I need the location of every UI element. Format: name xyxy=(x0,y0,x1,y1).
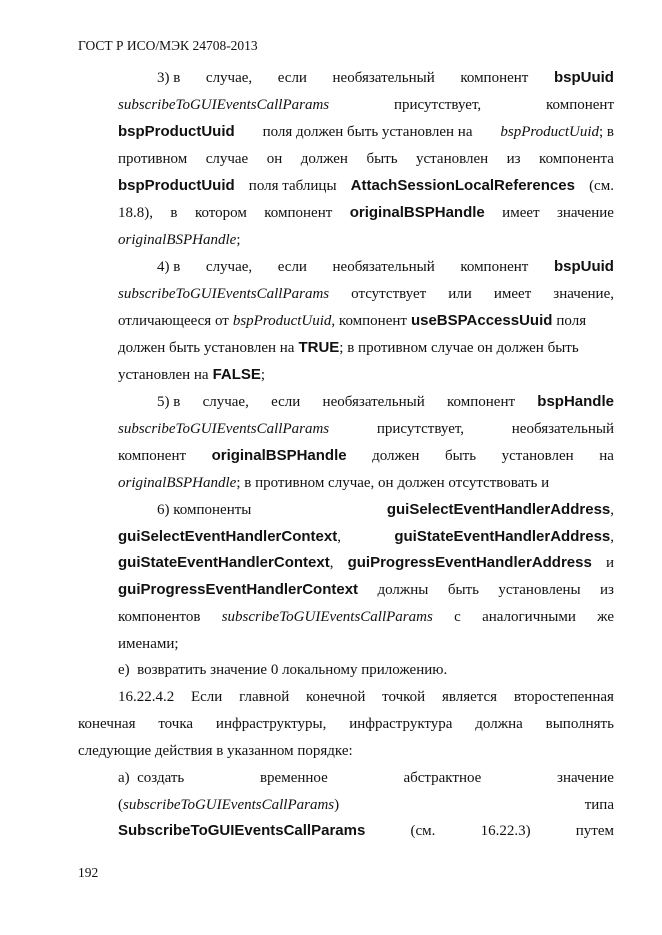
word: компонент xyxy=(264,205,333,221)
word: абстрактное xyxy=(403,770,482,786)
word: должен xyxy=(372,448,420,464)
word: он xyxy=(266,151,283,167)
page-number: 192 xyxy=(78,865,99,880)
word: типа xyxy=(584,797,614,813)
italic-term: originalBSPHandle xyxy=(118,232,237,248)
word: или xyxy=(448,286,472,302)
word: компонентов xyxy=(118,609,201,625)
text: ( xyxy=(118,797,123,813)
word: котором xyxy=(194,205,247,221)
text: и xyxy=(605,555,614,571)
component-name: bspProductUuid xyxy=(118,123,235,140)
word: инфраструктуры, xyxy=(215,716,327,732)
text-line xyxy=(118,337,614,359)
word: точка xyxy=(158,716,194,732)
component-name: guiProgressEventHandlerContext xyxy=(118,581,359,598)
italic-term: subscribeToGUIEventsCallParams xyxy=(118,97,330,113)
text-line xyxy=(118,686,614,708)
text-line xyxy=(118,94,614,116)
component-name: guiSelectEventHandlerContext xyxy=(118,528,338,545)
component-name: guiStateEventHandlerAddress xyxy=(394,528,611,545)
word: второстепенная xyxy=(513,689,614,705)
component-name: guiSelectEventHandlerAddress xyxy=(386,501,611,518)
word: 3) в xyxy=(157,70,181,86)
word: временное xyxy=(259,770,328,786)
word: имеет xyxy=(493,286,532,302)
word: 6) компоненты xyxy=(157,502,252,518)
text-line xyxy=(118,633,614,655)
word: значение xyxy=(556,205,614,221)
text: ) xyxy=(334,797,340,813)
word: компонент xyxy=(545,97,614,113)
component-name: originalBSPHandle xyxy=(211,447,347,464)
text-line xyxy=(118,552,614,574)
word: с xyxy=(454,609,461,625)
word: компонент xyxy=(460,259,529,275)
word: главной xyxy=(239,689,290,705)
text-line xyxy=(118,820,614,842)
text-line xyxy=(118,121,614,143)
italic-term: bspProductUuid xyxy=(232,313,332,329)
text: , компонент xyxy=(331,313,407,329)
word: 4) в xyxy=(157,259,181,275)
text-line xyxy=(118,445,614,467)
word: отсутствует xyxy=(351,286,427,302)
text-line xyxy=(118,175,614,197)
text-line xyxy=(118,606,614,628)
word: необязательный xyxy=(332,259,435,275)
text-line xyxy=(118,229,614,251)
text-line xyxy=(118,659,614,681)
text-line xyxy=(118,579,614,601)
word: необязательный xyxy=(332,70,435,86)
text-line xyxy=(118,526,614,548)
word: Если xyxy=(190,689,223,705)
word: путем xyxy=(575,823,614,839)
word: на xyxy=(599,448,614,464)
text: (см. xyxy=(589,178,614,194)
component-name: guiProgressEventHandlerAddress xyxy=(347,554,592,571)
word: конечная xyxy=(78,716,136,732)
word: значение xyxy=(557,770,614,786)
word: если xyxy=(277,259,307,275)
value-false: FALSE xyxy=(212,366,261,383)
word: должны xyxy=(377,582,429,598)
word: быть xyxy=(366,151,398,167)
text-line xyxy=(157,391,614,413)
text-line xyxy=(118,794,614,816)
text: следующие действия в указанном порядке: xyxy=(78,743,353,759)
word: присутствует, xyxy=(376,421,465,437)
word: необязательный xyxy=(511,421,614,437)
value-true: TRUE xyxy=(298,339,340,356)
text-line xyxy=(118,767,614,789)
word: же xyxy=(597,609,614,625)
italic-term: bspProductUuid xyxy=(500,124,599,140)
word: противном xyxy=(118,151,188,167)
word: компонент xyxy=(460,70,529,86)
word: должен xyxy=(300,151,348,167)
italic-term: subscribeToGUIEventsCallParams xyxy=(118,421,330,437)
component-name: bspHandle xyxy=(537,393,614,410)
word: установлен xyxy=(501,448,574,464)
text-line xyxy=(157,67,614,89)
word: компонента xyxy=(539,151,614,167)
word: случае, xyxy=(202,394,249,410)
text: ; в противном случае, он должен отсутствовать и xyxy=(236,475,550,491)
word: имеет xyxy=(502,205,540,221)
text: ; xyxy=(236,232,241,248)
section-reference: 16.22.3) xyxy=(480,823,531,839)
component-name: guiStateEventHandlerContext xyxy=(118,554,330,571)
type-name: SubscribeToGUIEventsCallParams xyxy=(118,822,366,839)
text: , xyxy=(337,529,341,545)
text: , xyxy=(329,555,334,571)
italic-term: subscribeToGUIEventsCallParams xyxy=(221,609,433,625)
word: из xyxy=(600,582,614,598)
text: ; xyxy=(260,367,266,383)
word: в xyxy=(170,205,178,221)
text-line xyxy=(118,202,614,224)
word: выполнять xyxy=(545,716,614,732)
text: поля должен быть установлен на xyxy=(262,124,473,140)
text-line xyxy=(118,472,614,494)
word: случае, xyxy=(205,259,253,275)
text: поля таблицы xyxy=(248,178,337,194)
component-name: bspProductUuid xyxy=(118,177,235,194)
text: , xyxy=(610,502,614,518)
word: компонент xyxy=(118,448,187,464)
word: инфраструктура xyxy=(349,716,453,732)
text-line xyxy=(118,418,614,440)
text: ; в xyxy=(598,124,614,140)
word: быть xyxy=(447,582,479,598)
italic-term: subscribeToGUIEventsCallParams xyxy=(118,286,330,302)
text-line xyxy=(157,499,614,521)
word: если xyxy=(271,394,301,410)
text-line xyxy=(78,713,614,735)
word: компонент xyxy=(447,394,516,410)
word: аналогичными xyxy=(482,609,576,625)
component-name: useBSPAccessUuid xyxy=(410,312,553,329)
text: должен быть установлен на xyxy=(118,340,295,356)
word: быть xyxy=(444,448,477,464)
word: если xyxy=(277,70,307,86)
word: значение, xyxy=(553,286,614,302)
word: 18.8), xyxy=(118,205,153,221)
word: (см. xyxy=(410,823,436,839)
document-header: ГОСТ Р ИСО/МЭК 24708-2013 xyxy=(78,38,258,53)
component-name: bspUuid xyxy=(553,69,614,86)
text: , xyxy=(610,529,614,545)
word: конечной xyxy=(305,689,366,705)
text: ; в противном случае он должен быть xyxy=(339,340,579,356)
text: установлен на xyxy=(118,367,209,383)
text: поля xyxy=(556,313,587,329)
word: является xyxy=(441,689,498,705)
text-line xyxy=(118,283,614,305)
word: а) создать xyxy=(118,770,185,786)
word: установлены xyxy=(498,582,581,598)
table-name: AttachSessionLocalReferences xyxy=(350,177,575,194)
word: присутствует, xyxy=(393,97,482,113)
word: установлен xyxy=(416,151,489,167)
word: случае xyxy=(205,151,249,167)
text-line xyxy=(118,310,614,332)
word: должна xyxy=(475,716,523,732)
text-line xyxy=(118,148,614,170)
component-name: bspUuid xyxy=(553,258,614,275)
section-number: 16.22.4.2 xyxy=(118,689,175,705)
word: случае, xyxy=(205,70,253,86)
text: отличающееся от xyxy=(118,313,229,329)
component-name: originalBSPHandle xyxy=(349,204,485,221)
word: из xyxy=(506,151,521,167)
text: именами; xyxy=(118,636,179,652)
text-line xyxy=(118,364,614,386)
text-line xyxy=(78,740,614,762)
word: необязательный xyxy=(322,394,425,410)
text: е) возвратить значение 0 локальному приложению. xyxy=(118,662,448,678)
text-line xyxy=(157,256,614,278)
italic-term: subscribeToGUIEventsCallParams xyxy=(123,797,335,813)
italic-term: originalBSPHandle xyxy=(118,475,237,491)
word: 5) в xyxy=(157,394,181,410)
word: точкой xyxy=(382,689,426,705)
